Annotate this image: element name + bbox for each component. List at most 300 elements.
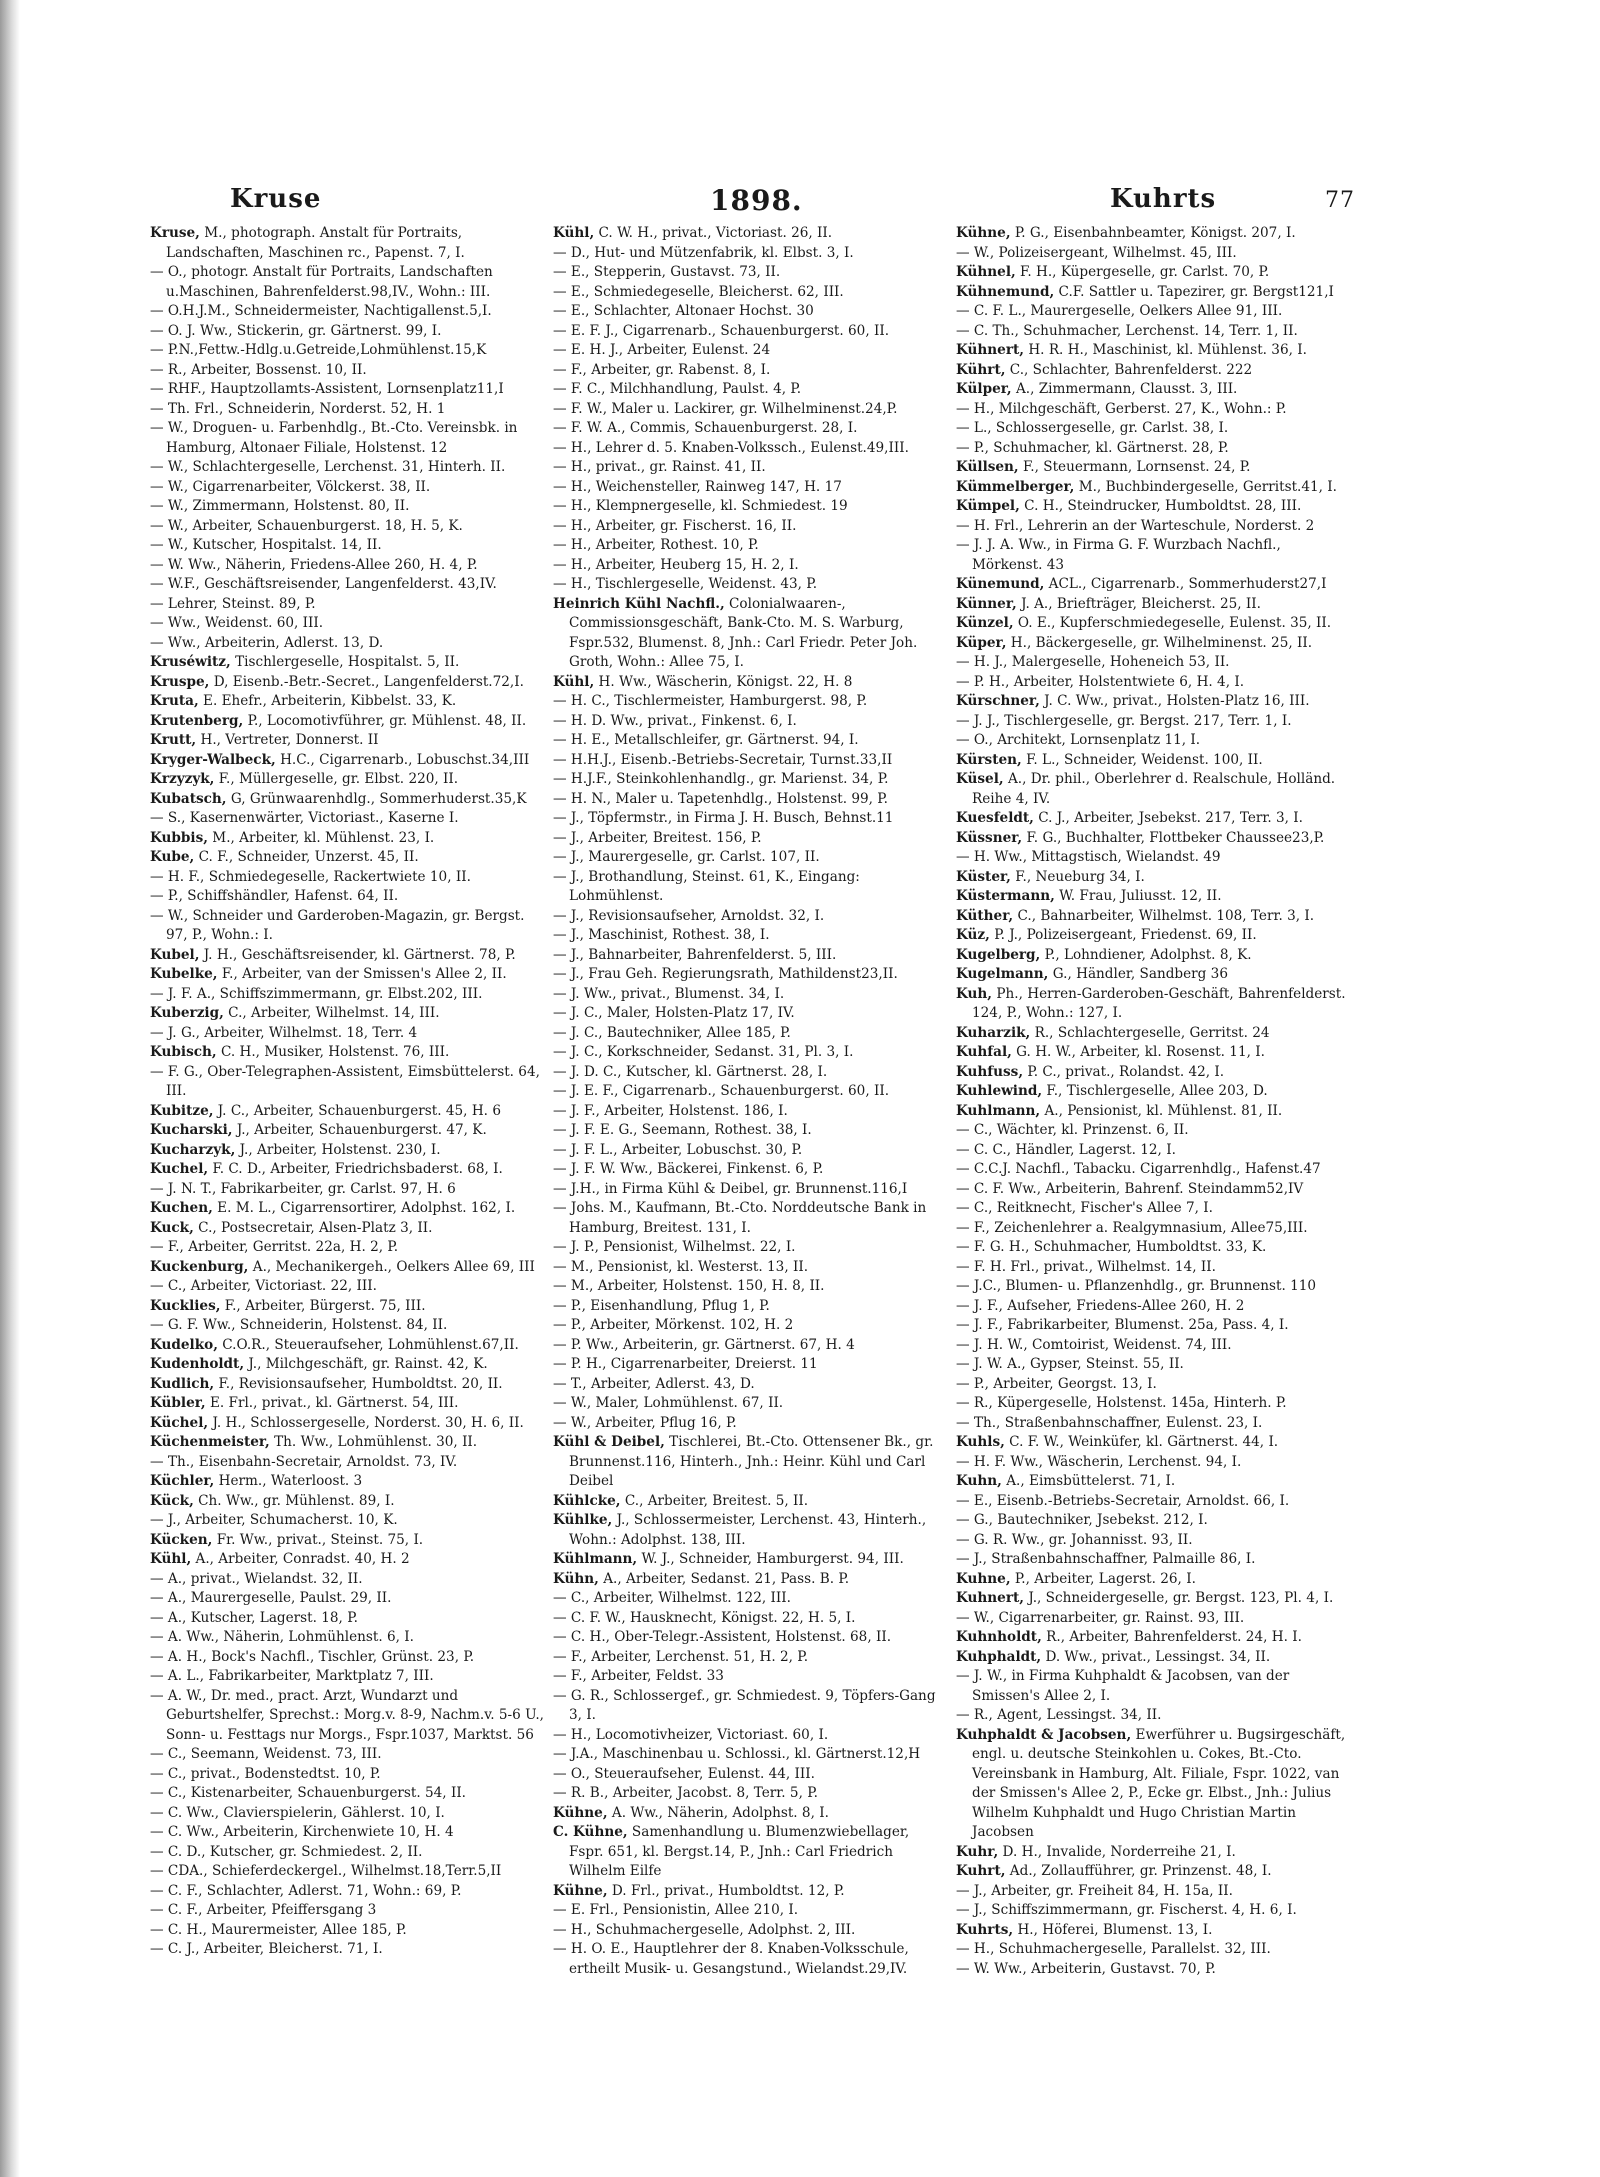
entry-details: — CDA., Schieferdeckergel., Wilhelmst.18,Terr.5,II	[150, 1863, 502, 1879]
directory-entry	[956, 1043, 1350, 1063]
entry-surname: Kuhlewind,	[956, 1083, 1043, 1099]
entry-details: — Johs. M., Kaufmann, Bt.-Cto. Norddeutsche Bank in Hamburg, Breitest. 131, I.	[553, 1200, 927, 1236]
entry-details: — J., Frau Geh. Regierungsrath, Mathildenst23,II.	[553, 966, 898, 982]
entry-surname: Kuchel,	[150, 1161, 209, 1177]
directory-entry	[553, 1258, 947, 1278]
entry-details: — J.C., Blumen- u. Pflanzenhdlg., gr. Brunnenst. 110	[956, 1278, 1317, 1294]
directory-entry	[956, 673, 1350, 693]
entry-surname: Kühnel,	[956, 264, 1016, 280]
directory-entry	[553, 770, 947, 790]
directory-entry	[150, 1745, 544, 1765]
entry-details: — Th., Straßenbahnschaffner, Eulenst. 23, I.	[956, 1414, 1263, 1431]
directory-entry	[553, 1804, 947, 1824]
entry-surname: Kuckenburg,	[150, 1258, 249, 1275]
entry-surname: Kühnert,	[956, 342, 1024, 358]
entry-details: — E. F. J., Cigarrenarb., Schauenburgerst. 60, II.	[553, 322, 890, 339]
entry-details: E. Ehefr., Arbeiterin, Kibbelst. 33, K.	[203, 693, 457, 709]
directory-entry	[956, 536, 1350, 575]
entry-details: W. Frau, Juliusst. 12, II.	[1059, 888, 1222, 904]
entry-surname: Kuhrt,	[956, 1863, 1006, 1879]
entry-details: C.O.R., Steueraufseher, Lohmühlenst.67,II.	[222, 1336, 519, 1353]
directory-entry	[150, 1180, 544, 1200]
entry-details: Th. Ww., Lohmühlenst. 30, II.	[274, 1434, 478, 1450]
entry-details: — D., Hut- und Mützenfabrik, kl. Elbst. 3, I.	[553, 244, 854, 261]
entry-surname: Kuhr,	[956, 1843, 999, 1860]
entry-details: — J., Bahnarbeiter, Bahrenfelderst. 5, III.	[553, 946, 837, 963]
entry-details: — R., Arbeiter, Bossenst. 10, II.	[150, 361, 367, 378]
entry-details: W. J., Schneider, Hamburgerst. 94, III.	[641, 1551, 904, 1567]
entry-details: J. A., Briefträger, Bleicherst. 25, II.	[1021, 595, 1261, 612]
entry-surname: Küster,	[956, 868, 1011, 885]
directory-entry	[553, 907, 947, 927]
entry-details: — E. H. J., Arbeiter, Eulenst. 24	[553, 342, 771, 358]
directory-entry	[150, 1784, 544, 1804]
directory-entry	[150, 1043, 544, 1063]
entry-details: — J., Schiffszimmermann, gr. Fischerst. 4, H. 6, I.	[956, 1902, 1297, 1918]
entry-details: — J. G., Arbeiter, Wilhelmst. 18, Terr. 4	[150, 1024, 418, 1041]
directory-entry	[956, 1394, 1350, 1414]
directory-entry	[150, 1921, 544, 1941]
directory-entry	[150, 673, 544, 693]
entry-details: H.C., Cigarrenarb., Lobuschst.34,III	[280, 751, 530, 768]
entry-details: — W., Kutscher, Hospitalst. 14, II.	[150, 537, 382, 553]
directory-entry	[956, 478, 1350, 498]
entry-details: F. G., Buchhalter, Flottbeker Chaussee23,P.	[1026, 829, 1325, 846]
entry-surname: Kuhnert,	[956, 1590, 1024, 1606]
directory-entry	[553, 1609, 947, 1629]
directory-entry	[553, 1082, 947, 1102]
entry-details: R., Schlachtergeselle, Gerritst. 24	[1034, 1024, 1270, 1041]
entry-details: F., Steuermann, Lornsenst. 24, P.	[1022, 459, 1251, 475]
entry-surname: Künner,	[956, 595, 1017, 612]
entry-details: — J.H., in Firma Kühl & Deibel, gr. Brunnenst.116,I	[553, 1180, 908, 1197]
entry-details: — A. W., Dr. med., pract. Arzt, Wundarzt und Geburtshelfer, Sprechst.: Morg.v. 8-9, Nachm.v. 5-6 U., Sonn- u. Festtags nur Morgs., Fspr.1037, Marktst. 56	[150, 1687, 544, 1743]
directory-entry	[956, 653, 1350, 673]
directory-entry	[956, 1024, 1350, 1044]
directory-entry	[956, 1511, 1350, 1531]
directory-entry	[956, 1453, 1350, 1473]
directory-entry	[956, 731, 1350, 751]
entry-surname: Kühl,	[150, 1551, 192, 1567]
entry-details: — H.H.J., Eisenb.-Betriebs-Secretair, Turnst.33,II	[553, 751, 893, 768]
entry-details: Herm., Waterloost. 3	[218, 1473, 363, 1489]
entry-details: — C. Ww., Arbeiterin, Kirchenwiete 10, H. 4	[150, 1824, 454, 1840]
entry-details: — C. F., Arbeiter, Pfeiffersgang 3	[150, 1902, 377, 1918]
directory-entry	[150, 985, 544, 1005]
header-left-catchword: Kruse	[230, 184, 322, 214]
directory-entry	[150, 1219, 544, 1239]
directory-entry	[553, 848, 947, 868]
entry-details: — H. F., Schmiedegeselle, Rackertwiete 10, II.	[150, 868, 471, 885]
directory-entry	[553, 829, 947, 849]
entry-details: D. Ww., privat., Lessingst. 34, II.	[1045, 1648, 1271, 1665]
entry-details: — J., Arbeiter, Breitest. 156, P.	[553, 829, 762, 846]
entry-details: — F., Arbeiter, Gerritst. 22a, H. 2, P.	[150, 1239, 399, 1255]
entry-details: — H., Lehrer d. 5. Knaben-Volkssch., Eulenst.49,III.	[553, 439, 909, 456]
entry-surname: Kubisch,	[150, 1044, 217, 1060]
entry-details: — C., Seemann, Weidenst. 73, III.	[150, 1746, 382, 1762]
directory-entry	[956, 380, 1350, 400]
entry-details: P. C., privat., Rolandst. 42, I.	[1027, 1063, 1225, 1080]
directory-entry	[150, 1531, 544, 1551]
directory-entry	[956, 400, 1350, 420]
entry-details: — C. D., Kutscher, gr. Schmiedest. 2, II.	[150, 1843, 423, 1860]
entry-surname: Kuhnholdt,	[956, 1629, 1042, 1645]
entry-details: — C. Th., Schuhmacher, Lerchenst. 14, Terr. 1, II.	[956, 322, 1298, 339]
directory-entry	[553, 1355, 947, 1375]
directory-entry	[956, 1531, 1350, 1551]
directory-entry	[150, 614, 544, 634]
directory-entry	[150, 868, 544, 888]
directory-entry	[553, 790, 947, 810]
entry-details: — Ww., Weidenst. 60, III.	[150, 615, 324, 631]
directory-entry	[553, 868, 947, 907]
entry-surname: Kubel,	[150, 946, 200, 963]
entry-details: C.F. Sattler u. Tapezirer, gr. Bergst121,I	[1058, 283, 1334, 300]
entry-details: Ewerführer u. Bugsirgeschäft, engl. u. deutsche Steinkohlen u. Cokes, Bt.-Cto. Vereinsbank in Hamburg, Alt. Filiale, Fspr. 1022, van der Smissen's Allee 2, P., Ecke gr. Elbst., Jnh.: Julius Wilhelm Kuhphaldt und Hugo Christian Martin Jacobsen	[972, 1726, 1346, 1840]
entry-surname: Kryger-Walbeck,	[150, 751, 276, 768]
directory-entry	[150, 1882, 544, 1902]
directory-entry	[956, 848, 1350, 868]
directory-entry	[956, 1882, 1350, 1902]
directory-entry	[553, 224, 947, 244]
entry-surname: Kuhrts,	[956, 1921, 1014, 1938]
directory-entry	[956, 575, 1350, 595]
directory-entry	[956, 712, 1350, 732]
entry-details: — A. H., Bock's Nachfl., Tischler, Grünst. 23, P.	[150, 1648, 475, 1665]
entry-details: — C., Kistenarbeiter, Schauenburgerst. 54, II.	[150, 1785, 467, 1801]
entry-details: — Ww., Arbeiterin, Adlerst. 13, D.	[150, 634, 384, 651]
directory-entry	[150, 653, 544, 673]
entry-surname: Kühl & Deibel,	[553, 1434, 665, 1450]
directory-entry	[553, 1511, 947, 1550]
entry-details: E. M. L., Cigarrensortirer, Adolphst. 162, I.	[217, 1200, 516, 1216]
entry-details: — H., Weichensteller, Rainweg 147, H. 17	[553, 478, 842, 495]
entry-details: — H., privat., gr. Rainst. 41, II.	[553, 459, 766, 475]
entry-surname: Kühne,	[956, 225, 1011, 241]
directory-entry	[553, 965, 947, 985]
directory-entry	[553, 1570, 947, 1590]
entry-details: — RHF., Hauptzollamts-Assistent, Lornsenplatz11,I	[150, 381, 504, 397]
entry-details: — G. R. Ww., gr. Johannisst. 93, II.	[956, 1531, 1193, 1548]
directory-entry	[150, 965, 544, 985]
directory-entry	[150, 1492, 544, 1512]
directory-column-2	[553, 224, 947, 1979]
directory-entry	[956, 926, 1350, 946]
entry-details: F. L., Schneider, Weidenst. 100, II.	[1026, 751, 1263, 768]
directory-entry	[150, 1336, 544, 1356]
directory-entry	[150, 1940, 544, 1960]
directory-entry	[150, 380, 544, 400]
entry-details: — J., Maschinist, Rothest. 38, I.	[553, 927, 770, 943]
entry-details: — L., Schlossergeselle, gr. Carlst. 38, I.	[956, 420, 1229, 436]
entry-details: Ch. Ww., gr. Mühlenst. 89, I.	[198, 1492, 395, 1509]
entry-details: F., Revisionsaufseher, Humboldtst. 20, II.	[218, 1375, 503, 1392]
directory-entry	[553, 1492, 947, 1512]
directory-entry	[956, 263, 1350, 283]
entry-details: — F., Zeichenlehrer a. Realgymnasium, Allee75,III.	[956, 1219, 1308, 1236]
entry-details: E. Frl., privat., kl. Gärtnerst. 54, III.	[209, 1395, 459, 1411]
entry-surname: Kuharzik,	[956, 1024, 1031, 1041]
directory-entry	[150, 302, 544, 322]
directory-entry	[553, 1004, 947, 1024]
entry-details: H. R. H., Maschinist, kl. Mühlenst. 36, I.	[1028, 342, 1307, 358]
entry-details: Fr. Ww., privat., Steinst. 75, I.	[216, 1531, 424, 1548]
entry-details: — F. W. A., Commis, Schauenburgerst. 28, I.	[553, 420, 858, 436]
entry-details: — J. F., Aufseher, Friedens-Allee 260, H. 2	[956, 1297, 1245, 1314]
entry-details: O. E., Kupferschmiedegeselle, Eulenst. 35, II.	[1017, 615, 1332, 631]
entry-details: — J., Maurergeselle, gr. Carlst. 107, II.	[553, 849, 820, 865]
entry-surname: Kühl,	[553, 673, 595, 690]
directory-entry	[553, 361, 947, 381]
directory-entry	[956, 985, 1350, 1024]
entry-details: — W., Arbeiter, Schauenburgerst. 18, H. 5, K.	[150, 517, 463, 534]
entry-details: A., Zimmermann, Clausst. 3, III.	[1015, 381, 1238, 397]
entry-details: C., Bahnarbeiter, Wilhelmst. 108, Terr. 3, I.	[1017, 907, 1315, 924]
entry-details: — J. J., Tischlergeselle, gr. Bergst. 217, Terr. 1, I.	[956, 712, 1292, 729]
directory-entry	[956, 1609, 1350, 1629]
directory-entry	[956, 322, 1350, 342]
entry-surname: Krutt,	[150, 732, 197, 748]
entry-surname: Kudelko,	[150, 1336, 218, 1353]
entry-details: — P.N.,Fettw.-Hdlg.u.Getreide,Lohmühlenst.15,K	[150, 342, 487, 358]
entry-surname: Kümpel,	[956, 498, 1020, 514]
directory-entry	[150, 224, 544, 263]
directory-entry	[553, 692, 947, 712]
entry-details: — W., Zimmermann, Holstenst. 80, II.	[150, 498, 410, 514]
entry-details: Samenhandlung u. Blumenzwiebellager, Fspr. 651, kl. Bergst.14, P., Jnh.: Carl Friedrich Wilhelm Eilfe	[569, 1824, 910, 1879]
entry-details: — C. F. W., Hausknecht, Königst. 22, H. 5, I.	[553, 1609, 856, 1626]
entry-details: — C., privat., Bodenstedtst. 10, P.	[150, 1765, 381, 1782]
entry-details: ACL., Cigarrenarb., Sommerhuderst27,I	[1048, 576, 1327, 592]
entry-details: — O., Steueraufseher, Eulenst. 44, III.	[553, 1765, 815, 1782]
entry-details: C. J., Arbeiter, Jsebekst. 217, Terr. 3, I.	[1038, 810, 1304, 826]
directory-entry	[956, 770, 1350, 809]
directory-page	[150, 180, 1355, 2040]
entry-details: F., Arbeiter, van der Smissen's Allee 2, II.	[221, 966, 507, 982]
entry-surname: Künemund,	[956, 576, 1045, 592]
entry-details: G, Grünwaarenhdlg., Sommerhuderst.35,K	[230, 790, 527, 807]
entry-details: — F. G. H., Schuhmacher, Humboldtst. 33, K.	[956, 1239, 1267, 1255]
directory-entry	[150, 751, 544, 771]
directory-entry	[150, 634, 544, 654]
entry-details: — F. W., Maler u. Lackirer, gr. Wilhelminenst.24,P.	[553, 400, 898, 417]
directory-entry	[553, 595, 947, 673]
directory-entry	[150, 1823, 544, 1843]
directory-entry	[553, 712, 947, 732]
entry-surname: Kuhfuss,	[956, 1063, 1024, 1080]
directory-entry	[553, 1375, 947, 1395]
entry-details: — H., Schuhmachergeselle, Adolphst. 2, III.	[553, 1921, 856, 1938]
entry-surname: Kugelberg,	[956, 946, 1041, 963]
entry-surname: Heinrich Kühl Nachfl.,	[553, 595, 725, 612]
directory-entry	[553, 1550, 947, 1570]
entry-details: — J. F. W. Ww., Bäckerei, Finkenst. 6, P.	[553, 1161, 824, 1177]
entry-details: — A. Ww., Näherin, Lohmühlenst. 6, I.	[150, 1629, 414, 1645]
entry-details: Colonialwaaren-, Commissionsgeschäft, Bank-Cto. M. S. Warburg, Fspr.532, Blumenst. 8, Jnh.: Carl Friedr. Peter Joh. Groth, Wohn.: Allee 75, I.	[569, 595, 918, 670]
directory-entry	[150, 1063, 544, 1102]
entry-details: J., Schneidergeselle, gr. Bergst. 123, Pl. 4, I.	[1028, 1590, 1334, 1606]
directory-entry	[150, 1199, 544, 1219]
directory-entry	[956, 1141, 1350, 1161]
directory-entry	[150, 829, 544, 849]
directory-entry	[553, 1160, 947, 1180]
entry-details: — H., Tischlergeselle, Weidenst. 43, P.	[553, 576, 818, 592]
directory-entry	[956, 1160, 1350, 1180]
directory-entry	[956, 1063, 1350, 1083]
directory-entry	[150, 497, 544, 517]
entry-details: — E., Eisenb.-Betriebs-Secretair, Arnoldst. 66, I.	[956, 1492, 1290, 1509]
running-head	[150, 180, 1355, 224]
entry-details: — W., Droguen- u. Farbenhdlg., Bt.-Cto. Vereinsbk. in Hamburg, Altonaer Filiale, Holstenst. 12	[150, 420, 518, 456]
directory-entry	[150, 361, 544, 381]
entry-details: — J. J. A. Ww., in Firma G. F. Wurzbach Nachfl., Mörkenst. 43	[956, 537, 1281, 573]
directory-entry	[553, 1063, 947, 1083]
page-binding-shadow	[0, 0, 20, 2177]
directory-entry	[553, 1823, 947, 1882]
directory-entry	[553, 478, 947, 498]
entry-details: — W., Polizeisergeant, Wilhelmst. 45, III.	[956, 244, 1237, 261]
entry-details: — J. N. T., Fabrikarbeiter, gr. Carlst. 97, H. 6	[150, 1180, 456, 1197]
entry-details: — H. Ww., Mittagstisch, Wielandst. 49	[956, 849, 1221, 865]
entry-surname: Kudenholdt,	[150, 1356, 245, 1372]
directory-entry	[553, 1628, 947, 1648]
directory-entry	[150, 1804, 544, 1824]
entry-details: — H., Locomotivheizer, Victoriast. 60, I.	[553, 1726, 829, 1743]
entry-details: — J. P., Pensionist, Wilhelmst. 22, I.	[553, 1239, 796, 1255]
entry-details: F. H., Küpergeselle, gr. Carlst. 70, P.	[1020, 264, 1270, 280]
directory-entry	[150, 1102, 544, 1122]
entry-surname: Küz,	[956, 927, 990, 943]
entry-details: — C., Wächter, kl. Prinzenst. 6, II.	[956, 1122, 1189, 1138]
directory-entry	[150, 809, 544, 829]
directory-entry	[150, 848, 544, 868]
entry-surname: Kucharski,	[150, 1122, 233, 1138]
directory-entry	[150, 1901, 544, 1921]
directory-entry	[150, 1121, 544, 1141]
directory-entry	[553, 1901, 947, 1921]
entry-surname: Küstermann,	[956, 888, 1055, 904]
entry-surname: Küsel,	[956, 771, 1004, 787]
entry-details: P. J., Polizeisergeant, Friedenst. 69, II.	[994, 927, 1257, 943]
directory-entry	[956, 1492, 1350, 1512]
directory-entry	[956, 1316, 1350, 1336]
entry-details: — J. F. L., Arbeiter, Lobuschst. 30, P.	[553, 1141, 803, 1158]
entry-details: — H., Arbeiter, Heuberg 15, H. 2, I.	[553, 556, 799, 573]
directory-entry	[553, 439, 947, 459]
directory-entry	[956, 1433, 1350, 1453]
directory-entry	[150, 1355, 544, 1375]
entry-details: — C. J., Arbeiter, Bleicherst. 71, I.	[150, 1941, 383, 1957]
directory-entry	[956, 907, 1350, 927]
directory-entry	[553, 1316, 947, 1336]
entry-details: J. H., Geschäftsreisender, kl. Gärtnerst. 78, P.	[203, 946, 516, 963]
entry-details: — W., Cigarrenarbeiter, gr. Rainst. 93, III.	[956, 1609, 1245, 1626]
entry-surname: Kühlke,	[553, 1512, 613, 1528]
directory-entry	[150, 400, 544, 420]
directory-entry	[956, 614, 1350, 634]
entry-details: — P. H., Arbeiter, Holstentwiete 6, H. 4, I.	[956, 673, 1245, 690]
entry-details: Ad., Zollaufführer, gr. Prinzenst. 48, I.	[1009, 1863, 1272, 1879]
entry-details: — F., Arbeiter, gr. Rabenst. 8, I.	[553, 361, 771, 378]
entry-details: — F., Arbeiter, Lerchenst. 51, H. 2, P.	[553, 1648, 809, 1665]
entry-details: — J., Arbeiter, Schumacherst. 10, K.	[150, 1512, 398, 1528]
entry-details: J. C., Arbeiter, Schauenburgerst. 45, H. 6	[217, 1102, 501, 1119]
entry-surname: Kubatsch,	[150, 790, 227, 807]
entry-surname: Künzel,	[956, 615, 1014, 631]
entry-surname: Kuhn,	[956, 1473, 1002, 1489]
entry-details: H., Vertreter, Donnerst. II	[200, 732, 379, 748]
directory-entry	[553, 673, 947, 693]
directory-entry	[150, 1433, 544, 1453]
entry-surname: Kuh,	[956, 985, 993, 1002]
entry-details: — C. F. L., Maurergeselle, Oelkers Allee 91, III.	[956, 303, 1283, 319]
entry-details: — J. E. F., Cigarrenarb., Schauenburgerst. 60, II.	[553, 1083, 890, 1099]
entry-details: — F., Arbeiter, Feldst. 33	[553, 1668, 724, 1684]
entry-details: Ph., Herren-Garderoben-Geschäft, Bahrenfelderst. 124, P., Wohn.: 127, I.	[972, 985, 1346, 1021]
entry-details: — A., Kutscher, Lagerst. 18, P.	[150, 1609, 358, 1626]
entry-details: — C. C., Händler, Lagerst. 12, I.	[956, 1141, 1176, 1158]
entry-details: C. F., Schneider, Unzerst. 45, II.	[198, 849, 419, 865]
directory-entry	[553, 1726, 947, 1746]
entry-details: — H., Milchgeschäft, Gerberst. 27, K., Wohn.: P.	[956, 400, 1287, 417]
directory-entry	[553, 1765, 947, 1785]
entry-details: — H., Klempnergeselle, kl. Schmiedest. 19	[553, 498, 848, 514]
entry-details: F., Tischlergeselle, Allee 203, D.	[1046, 1083, 1268, 1099]
entry-details: — W. Ww., Näherin, Friedens-Allee 260, H. 4, P.	[150, 556, 478, 573]
directory-entry	[150, 770, 544, 790]
directory-entry	[553, 556, 947, 576]
directory-entry	[150, 1628, 544, 1648]
directory-entry	[150, 946, 544, 966]
directory-entry	[956, 361, 1350, 381]
entry-details: M., Arbeiter, kl. Mühlenst. 23, I.	[212, 829, 435, 846]
directory-entry	[956, 946, 1350, 966]
directory-entry	[150, 1589, 544, 1609]
directory-entry	[956, 1940, 1350, 1960]
entry-details: A., Eimsbüttelerst. 71, I.	[1006, 1473, 1176, 1489]
entry-details: — J., Brothandlung, Steinst. 61, K., Eingang: Lohmühlenst.	[553, 868, 860, 904]
entry-details: — F. H. Frl., privat., Wilhelmst. 14, II.	[956, 1258, 1216, 1275]
entry-details: — O. J. Ww., Stickerin, gr. Gärtnerst. 99, I.	[150, 322, 442, 339]
directory-entry	[956, 1628, 1350, 1648]
directory-entry	[956, 1648, 1350, 1668]
entry-details: — P. Ww., Arbeiterin, gr. Gärtnerst. 67, H. 4	[553, 1336, 855, 1353]
entry-details: — E., Schlachter, Altonaer Hochst. 30	[553, 303, 814, 319]
entry-surname: Kubelke,	[150, 966, 218, 982]
entry-details: J., Schlossermeister, Lerchenst. 43, Hinterh., Wohn.: Adolphst. 138, III.	[569, 1512, 927, 1548]
directory-entry	[150, 341, 544, 361]
entry-details: — T., Arbeiter, Adlerst. 43, D.	[553, 1375, 755, 1392]
entry-details: — J., Revisionsaufseher, Arnoldst. 32, I.	[553, 907, 825, 924]
entry-details: M., photograph. Anstalt für Portraits, Landschaften, Maschinen rc., Papenst. 7, I.	[166, 225, 465, 261]
entry-details: — J. C., Bautechniker, Allee 185, P.	[553, 1024, 791, 1041]
directory-entry	[956, 1667, 1350, 1706]
entry-details: — P., Arbeiter, Georgst. 13, I.	[956, 1375, 1157, 1392]
entry-surname: Kührt,	[956, 361, 1006, 378]
entry-surname: Kucharzyk,	[150, 1141, 236, 1158]
entry-surname: Kuck,	[150, 1219, 194, 1236]
directory-entry	[553, 322, 947, 342]
directory-entry	[553, 302, 947, 322]
entry-details: C. F. W., Weinküfer, kl. Gärtnerst. 44, I.	[1009, 1434, 1279, 1450]
entry-details: — J.A., Maschinenbau u. Schlossi., kl. Gärtnerst.12,H	[553, 1746, 921, 1762]
directory-entry	[956, 1297, 1350, 1317]
directory-entry	[956, 1862, 1350, 1882]
directory-entry	[150, 575, 544, 595]
entry-details: — H., Arbeiter, gr. Fischerst. 16, II.	[553, 517, 797, 534]
directory-entry	[956, 1121, 1350, 1141]
